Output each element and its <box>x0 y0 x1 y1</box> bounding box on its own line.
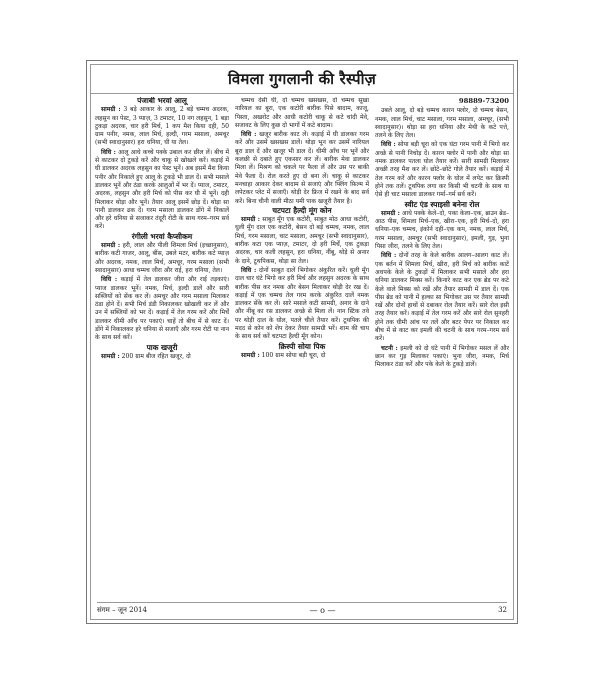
method-label: विधि : <box>101 276 118 284</box>
chutney-text: इमली को दो घंटे पानी में भिगोकर मसल लें और छान कर गुड़ मिलाकर पकाएं। भुना जीरा, नमक, मिर्च मिलाकर ठंडा करें और पके केले के टुकड़े डालें। <box>375 344 509 369</box>
column-3 <box>375 97 509 597</box>
continued-text: चम्मच देसी घी, दो चम्मच खसखस, दो चम्मच सूखा नारियल का बूरा, एक कटोरी बारीक पिसे बादाम, काजू, पिस्ता, अखरोट और आधी कटोरी चाकू से कटे चांदी मेवे, सजावट के लिए कुछ दो भागों में कटे बादाम। <box>235 97 369 129</box>
ingredients-text: हरी, लाल और पीली शिमला मिर्च (इच्छानुसार), बारीक कटी गाजर, आलू, बींस, उबले मटर, बारीक कटे प्याज़ और अदरक, नमक, लाल मिर्च, अमचूर, गरम मसाला (सभी स्वादानुसार) आधा चम्मच जीरा और राई, हरा धनिया, तेल। <box>95 242 229 274</box>
method <box>95 276 229 342</box>
method-text: आलू आधे कच्चे पक्के उबाल कर छील लें। बीच में से काटकर दो टुकड़े करें और चाकू से खोखले करें। कड़ाई में घी डालकर अदरक लहसुन का पेस्ट भूनें। अब इसमें मैश किया पनीर और निकाले हुए आलू के टुकड़े भी डाल दें। सभी मसाले डालकर भूनें और ठंडा करके आलुओं में भर दें। प्याज, टमाटर, अदरक, लहसुन और हरी मिर्च को पीस कर घी में भूनें। दही मिलाकर थोड़ा और भूनें। तैयार आलू इसमें छोड़ दें। थोड़ा सा पानी डालकर ढक दें। गरम मसाला डालकर डोंगे में निकालें और हरे धनिया से सजाकर तंदूरी रोटी के साथ गरम–गरम सर्व करें। <box>95 148 229 231</box>
method <box>235 131 369 206</box>
method-label: विधि : <box>381 141 396 149</box>
recipe-title-banana-roll: स्वीट एंड स्पाइसी बनेना रोल <box>404 199 480 209</box>
method-label: विधि : <box>101 148 116 156</box>
recipe-title-soya-pick: क्रिस्पी सोया पिक <box>278 341 326 351</box>
ingredients <box>95 353 229 361</box>
footer-separator: — o — <box>309 605 336 615</box>
method-label: विधि : <box>241 131 257 139</box>
recipe-columns <box>95 97 509 597</box>
page-footer <box>97 602 507 617</box>
method-text: सोया बड़ी चूरा को एक घंटा गरम पानी में भिगो कर अच्छे से पानी निचोड़ दें। कारन फ्लोर में पानी और थोड़ा सा नमक डालकर पतला घोल तैयार करें। सारी सामग्री मिलाकर अच्छी तरह मैश कर लें। छोटे–छोटे गोले तैयार करें। कड़ाई में तेल गरम करें और कारन फ्लोर के घोल में लपेट कर क्रिस्पी होने तक तलें। टूथपिक लगा कर किसी भी चटनी के साथ या ऐसे ही चाट मसाला डालकर गर्मा–गर्म सर्व करें। <box>375 141 509 199</box>
method-text: कड़ाई में तेल डालकर जीरा और राई तड़काएं। प्याज डालकर भूनें। नमक, मिर्च, हल्दी डालें और सारी सब्जियों को सेंक कर लें। अमचूर और गरम मसाला मिलाकर ठंडा होने दें। सभी मिर्च डंडी निकालकर खोखली कर लें और उन में सब्जियों को भर दें। कड़ाई में तेल गरम करें और मिर्चें डालकर धीमी आँच पर पकाएं। चाहें तो बीच में से काट दें। डोंगे में निकालकर हरे धनिया से सजाएँ और गरम रोटी या नान के साथ सर्व करें। <box>95 276 229 342</box>
method <box>95 149 229 232</box>
ingredients-text: साबुत मूँग एक कटोरी, साबुत मोठ आधा कटोरी, धुली मूँग दाल एक कटोरी, बेसन दो बड़े चम्मच, नमक, लाल मिर्च, गरम मसाला, चाट मसाला, अमचूर (सभी स्वादानुसार), बारीक कटा एक प्याज़, टमाटर, दो हरी मिर्चें, एक टुकड़ा अदरक, चार कली लहसुन, हरा धनिया, नींबू, थोड़े से अनार के दाने, टूथपिकस, थोड़ा सा तेल। <box>235 216 369 265</box>
method <box>235 267 369 342</box>
method-text: दोनों साबुत दालें भिगोकर अंकुरित करें। धुली मूँग दाल चार घंटे भिगो कर हरी मिर्च और लहसुन अदरक के साथ बारीक पीस कर नमक और बेसन मिलाकर थोड़ी देर रख दें। कड़ाई में एक चम्मच तेल गरम करके अंकुरित दालें नमक डालकर सेंके कर लें। सारे मसाले कटी सामग्री, अनार के दाने और नींबू का रस डालकर अच्छे से मिला लें। नान स्टिक तवे पर थोड़ी दाल के घोल, पतले चीले तैयार करें। टूथपिक की मदद से कोन को शेप देकर तैयार सामग्री भरें। शाम की चाय के साथ सर्व करें चटपटा हैल्दी मूँग कोन। <box>235 266 369 341</box>
column-1 <box>95 97 229 597</box>
recipe-title-moong-cone: चटपटा हैल्दी मूंग कोन <box>272 205 332 215</box>
footer-magazine: संगम – जून 2014 <box>97 605 147 614</box>
ingredients-text: 200 ग्राम बीज रहित खजूर, दो <box>121 352 191 360</box>
chutney <box>375 345 509 370</box>
recipe-title-capsicum: रंगीली भरवां कैप्सीकम <box>131 231 193 241</box>
ingredients-text: आधे पक्के केले–दो, पका केला–एक, ब्राउन ब्रेड–आठ पीस, शिमला मिर्च–एक, खीरा–एक, हरी मिर्च–दो, हरा धनिया–एक चम्मच, इंकोर्न दही–एक कप, नमक, लाल मिर्च, गरम मसाला, अमचूर (सभी स्वादानुसार), इमली, गुड़, भुना पिसा जीरा, तलने के लिए तेल। <box>375 209 509 251</box>
method <box>375 252 509 343</box>
title-banner <box>91 65 513 94</box>
ingredients-label: सामग्री : <box>101 106 121 114</box>
ingredients-label: सामग्री : <box>101 242 121 250</box>
recipe-title-bharwan-aloo: पंजाबी भरवां आलू <box>137 97 187 105</box>
ingredients-label: सामग्री : <box>241 216 260 224</box>
method-text: दोनों तरह के केले बारीक आलग–आलग काट लें। एक बर्तन में शिमला मिर्च, खीरा, हरी मिर्च को बारीक काटें अधपके केले के टुकड़ों में मिलाकर सभी मसाले और हरा धनिया डालकर मिक्स करें। किनारे काट कर एक ब्रेड पर कटे केले वाले मिक्स को रखें और तैयार सामग्री में डाल दें। एक पीस ब्रेड को पानी में हल्का सा भिगोकर उस पर तैयार सामग्री रखें और दोनों हाथों से दबाकर रोल तैयार करें। सारे रोल इसी तरह तैयार करें। कड़ाई में तेल गरम करें और सारे रोल सुनहरी होने तक धीमी आंच पर तलें और बटर पेपर पर निकाल कर बीच में से काट कर इमली की चटनी के साथ गरम–गरम सर्व करें। <box>375 252 509 343</box>
recipe-title-pak-khajuri: पाक खजूरी <box>146 342 178 352</box>
page-title: विमला गुगलानी की रैस्पीज़ <box>228 70 376 88</box>
phone-number: 98889-73200 <box>458 97 509 105</box>
method-label: विधि : <box>241 266 257 274</box>
ingredients <box>235 216 369 266</box>
ingredients-label: सामग्री : <box>381 209 400 217</box>
chutney-label: चटनी : <box>381 344 398 352</box>
ingredients <box>235 352 369 360</box>
ingredients-text: 100 ग्राम सोया बड़ी चूरा, दो <box>261 351 326 359</box>
ingredients-text: 3 बड़े आकार के आलू, 2 बड़े चम्मच अदरक, लहसुन का पेस्ट, 3 प्याज़, 3 टमाटर, 10 नग लहसुन, 1 बड़ा टुकड़ा अदरक, चार हरी मिर्च, 1 कप मैश किया दही, 50 ग्राम पनीर, नमक, लाल मिर्च, हल्दी, गरम मसाला, अमचूर (सभी स्वादानुसार) हरा धनिया, घी या तेल। <box>95 106 229 147</box>
column-2 <box>235 97 369 597</box>
ingredients <box>95 106 229 147</box>
page-frame <box>90 64 514 620</box>
ingredients <box>375 210 509 251</box>
ingredients <box>95 242 229 275</box>
ingredients-label: सामग्री : <box>101 352 120 360</box>
magazine-page <box>86 60 518 624</box>
ingredients-label: सामग्री : <box>241 351 260 359</box>
method-text: खजूर बारीक काट लें। कड़ाई में घी डालकर गरम करें और उसमें खसखस डालें। थोड़ा भून कर उसमें नारियल बूरा डाल दें और खजूर भी डाल दें। धीमी आँच पर भूनें और कलछी से दबाते हुए एकसार कर लें। बारीक मेवा डालकर मिला लें। मिश्रण को चकले पर फैला लें और उस पर बाकी मेवे फैला दें। रोल करते हुए दो बना लें। चाकू से काटकर मनचाहा आकार देकर बादाम से सजाएं और फ्लिंग फ़िल्म में लपेटकर प्लेट में सजाएँ। थोड़ी देर फ्रिज में रखने के बाद सर्व करें। बिना चीनी वाली मीठा यमी पाक खजूरी तैयार है। <box>235 131 369 205</box>
continued-text: उबले आलू, दो बड़े चम्मच कारन फ्लोर, दो चम्मच बेसन, नमक, लाल मिर्च, चाट मसाला, गरम मसाला, अमचूर, (सभी स्वादानुसार)। थोड़ा सा हरा धनिया और मेथी के कटे पत्ते, तलने के लिए तेल। <box>375 107 509 140</box>
method <box>375 141 509 199</box>
page-number: 32 <box>498 606 507 614</box>
method-label: विधि : <box>381 252 397 260</box>
